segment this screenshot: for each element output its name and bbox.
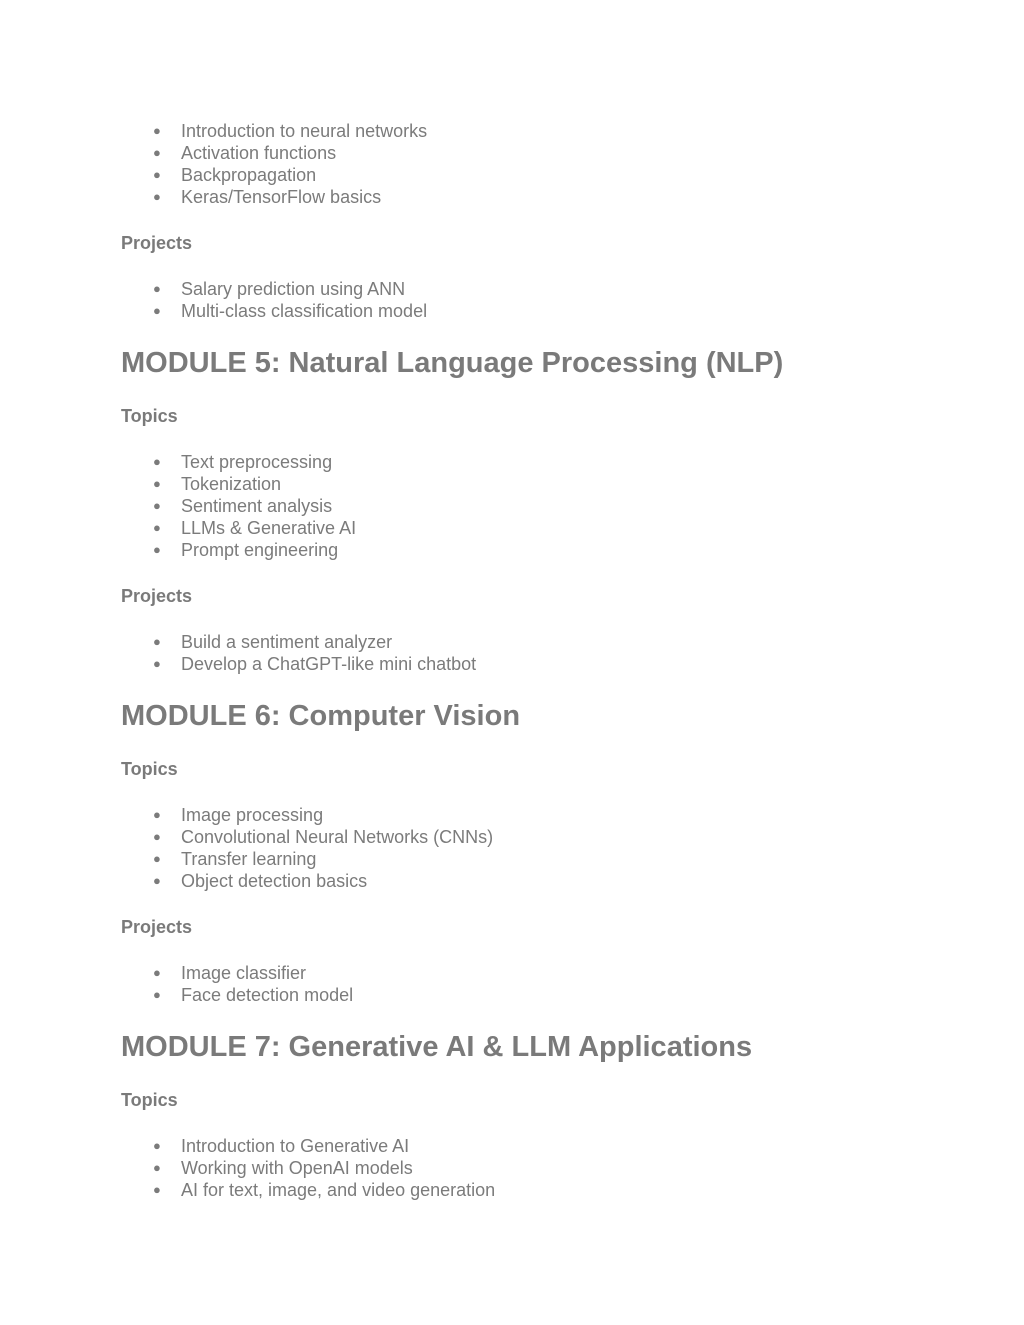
bullet-icon: ● — [153, 145, 161, 160]
module6-topics-heading: Topics — [121, 759, 178, 779]
module4-topics-list — [0, 120, 427, 208]
list-item: ● Convolutional Neural Networks (CNNs) — [153, 827, 494, 847]
list-item: ● Image classifier — [153, 963, 307, 983]
list-item: ● Introduction to Generative AI — [153, 1136, 410, 1156]
list-item: ● Build a sentiment analyzer — [153, 632, 393, 652]
bullet-icon: ● — [153, 807, 161, 822]
bullet-icon: ● — [153, 987, 161, 1002]
module6-projects-list — [0, 962, 353, 1006]
list-item: ● Activation functions — [153, 143, 337, 163]
list-item: ● Salary prediction using ANN — [153, 279, 406, 299]
list-item: ● Backpropagation — [153, 165, 317, 185]
module5-topics-heading: Topics — [121, 406, 178, 426]
list-item: ● Sentiment analysis — [153, 496, 333, 516]
bullet-icon: ● — [153, 1160, 161, 1175]
module4-projects-heading: Projects — [121, 233, 193, 253]
bullet-icon: ● — [153, 167, 161, 182]
list-item: ● Keras/TensorFlow basics — [153, 187, 382, 207]
module6-topics-list — [0, 804, 493, 892]
bullet-icon: ● — [153, 1138, 161, 1153]
bullet-icon: ● — [153, 1182, 161, 1197]
bullet-icon: ● — [153, 454, 161, 469]
module5-topics-list — [0, 451, 356, 561]
bullet-icon: ● — [153, 542, 161, 557]
list-item: ● Working with OpenAI models — [153, 1158, 413, 1178]
module7-topics-list — [0, 1135, 495, 1201]
bullet-icon: ● — [153, 476, 161, 491]
module4-projects-list — [0, 278, 427, 322]
bullet-icon: ● — [153, 520, 161, 535]
module5-projects-heading: Projects — [121, 586, 193, 606]
list-item: ● Introduction to neural networks — [153, 121, 428, 141]
bullet-icon: ● — [153, 965, 161, 980]
list-item: ● Develop a ChatGPT-like mini chatbot — [153, 654, 477, 674]
list-item: ● Multi-class classification model — [153, 301, 428, 321]
list-item: ● Face detection model — [153, 985, 354, 1005]
list-item: ● Transfer learning — [153, 849, 317, 869]
module6-projects-heading: Projects — [121, 917, 193, 937]
module5-projects-list — [0, 631, 476, 675]
list-item: ● Image processing — [153, 805, 324, 825]
module7-title: MODULE 7: Generative AI & LLM Applications — [121, 1031, 753, 1063]
bullet-icon: ● — [153, 829, 161, 844]
list-item: ● AI for text, image, and video generation — [153, 1180, 496, 1200]
bullet-icon: ● — [153, 189, 161, 204]
bullet-icon: ● — [153, 498, 161, 513]
bullet-icon: ● — [153, 656, 161, 671]
list-item: ● Tokenization — [153, 474, 282, 494]
list-item: ● LLMs & Generative AI — [153, 518, 357, 538]
list-item: ● Object detection basics — [153, 871, 368, 891]
module7-topics-heading: Topics — [121, 1090, 178, 1110]
bullet-icon: ● — [153, 851, 161, 866]
bullet-icon: ● — [153, 634, 161, 649]
bullet-icon: ● — [153, 123, 161, 138]
module6-title: MODULE 6: Computer Vision — [121, 700, 521, 732]
list-item: ● Text preprocessing — [153, 452, 333, 472]
bullet-icon: ● — [153, 873, 161, 888]
bullet-icon: ● — [153, 303, 161, 318]
module5-title: MODULE 5: Natural Language Processing (NLP) — [121, 347, 784, 379]
bullet-icon: ● — [153, 281, 161, 296]
list-item: ● Prompt engineering — [153, 540, 339, 560]
